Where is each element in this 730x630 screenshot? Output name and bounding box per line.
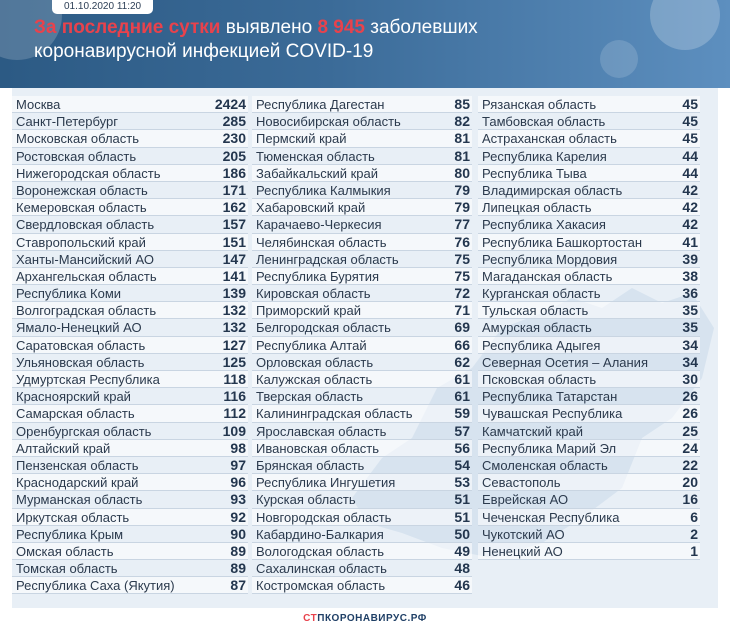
case-count: 87 (230, 577, 246, 594)
region-name: Чукотский АО (482, 526, 565, 542)
table-row (478, 130, 700, 147)
region-name: Челябинская область (256, 234, 387, 250)
case-count: 118 (223, 371, 246, 387)
case-count: 35 (682, 302, 698, 319)
table-row (12, 285, 248, 302)
case-count: 38 (682, 267, 698, 284)
region-name: Калужская область (256, 372, 373, 387)
case-count: 39 (682, 250, 698, 267)
table-row (478, 285, 700, 302)
table-row (478, 251, 700, 268)
case-count: 72 (454, 285, 470, 302)
region-name: Оренбургская область (16, 423, 152, 439)
region-name: Тюменская область (256, 148, 375, 164)
table-row (252, 526, 472, 543)
table-row (252, 560, 472, 577)
table-row (478, 388, 700, 405)
table-row (478, 509, 700, 526)
case-count: 75 (454, 250, 470, 267)
table-row (252, 423, 472, 440)
region-name: Республика Саха (Якутия) (16, 578, 175, 594)
region-name: Курганская область (482, 286, 601, 302)
table-row (478, 474, 700, 491)
table-row (252, 96, 472, 113)
region-name: Камчатский край (482, 423, 583, 439)
region-name: Кировская область (256, 286, 371, 302)
table-row (252, 405, 472, 422)
case-count: 92 (230, 508, 246, 525)
case-count: 97 (230, 456, 246, 473)
table-row (12, 216, 248, 233)
table-row (12, 474, 248, 491)
case-count: 151 (222, 233, 246, 250)
row-divider (12, 593, 248, 594)
case-count: 89 (230, 542, 246, 559)
case-count: 26 (682, 405, 698, 422)
table-row (252, 285, 472, 302)
table-row (12, 199, 248, 216)
case-count: 35 (682, 319, 698, 336)
region-name: Тульская область (482, 303, 589, 319)
region-name: Забайкальский край (256, 165, 379, 181)
region-name: Ярославская область (256, 423, 387, 439)
table-row (478, 354, 700, 371)
region-name: Чеченская Республика (482, 509, 620, 525)
case-count: 42 (682, 216, 698, 233)
table-row (252, 113, 472, 130)
case-count: 16 (682, 491, 698, 508)
region-name: Кемеровская область (16, 200, 147, 216)
table-row (252, 491, 472, 508)
table-row (252, 337, 472, 354)
region-name: Севастополь (482, 475, 561, 491)
case-count: 24 (682, 439, 698, 456)
region-name: Волгоградская область (16, 303, 157, 319)
region-name: Республика Дагестан (256, 97, 385, 112)
table-row (478, 371, 700, 388)
table-row (252, 509, 472, 526)
region-name: Тверская область (256, 389, 364, 405)
case-count: 125 (222, 353, 246, 370)
table-row (478, 234, 700, 251)
table-row (12, 509, 248, 526)
case-count: 75 (454, 267, 470, 284)
virus-icon (650, 0, 720, 50)
case-count: 162 (222, 199, 246, 216)
table-row (12, 113, 248, 130)
table-row (478, 268, 700, 285)
headline-highlight: За последние сутки (34, 17, 221, 38)
case-count: 77 (454, 216, 470, 233)
case-count: 45 (682, 130, 698, 147)
table-row (252, 457, 472, 474)
case-count: 46 (454, 577, 470, 594)
case-count: 61 (454, 371, 470, 387)
region-name: Владимирская область (482, 182, 623, 198)
table-row (12, 130, 248, 147)
region-name: Сахалинская область (256, 561, 387, 577)
region-name: Костромская область (256, 578, 386, 594)
case-count: 96 (230, 474, 246, 491)
case-count: 50 (454, 525, 470, 542)
case-count: 139 (222, 285, 246, 302)
region-name: Чувашская Республика (482, 406, 623, 422)
case-count: 147 (222, 250, 246, 267)
table-row (12, 577, 248, 594)
case-count: 71 (454, 302, 470, 319)
case-count: 66 (454, 336, 470, 353)
case-count: 53 (454, 474, 470, 491)
case-count: 93 (230, 491, 246, 508)
table-row (12, 251, 248, 268)
case-count: 44 (682, 147, 698, 164)
table-row (478, 457, 700, 474)
region-name: Брянская область (256, 457, 365, 473)
region-name: Республика Татарстан (482, 389, 618, 405)
table-row (478, 165, 700, 182)
table-row (252, 234, 472, 251)
region-name: Ульяновская область (16, 354, 145, 370)
region-name: Липецкая область (482, 200, 592, 216)
region-name: Новосибирская область (256, 114, 401, 130)
case-count: 81 (454, 130, 470, 147)
table-row (252, 371, 472, 388)
region-name: Астраханская область (482, 131, 617, 147)
region-name: Ставропольский край (16, 234, 146, 250)
region-name: Ленинградская область (256, 251, 399, 267)
region-name: Республика Башкортостан (482, 234, 642, 250)
region-name: Республика Бурятия (256, 268, 380, 284)
table-row (252, 302, 472, 319)
region-name: Республика Коми (16, 286, 122, 302)
region-name: Пензенская область (16, 457, 139, 473)
region-name: Московская область (16, 131, 140, 147)
table-row (252, 199, 472, 216)
region-name: Республика Калмыкия (256, 182, 391, 198)
case-count: 205 (222, 147, 246, 164)
table-row (252, 474, 472, 491)
region-name: Тамбовская область (482, 114, 606, 130)
case-count: 57 (454, 422, 470, 439)
case-count: 69 (454, 319, 470, 336)
table-row (12, 182, 248, 199)
region-name: Воронежская область (16, 182, 148, 198)
region-name: Ханты-Мансийский АО (16, 251, 154, 267)
case-count: 54 (454, 456, 470, 473)
region-name: Амурская область (482, 320, 592, 336)
case-count: 41 (682, 233, 698, 250)
row-divider (252, 593, 472, 594)
region-name: Псковская область (482, 372, 597, 387)
case-count: 186 (222, 164, 246, 181)
table-row (478, 199, 700, 216)
region-name: Архангельская область (16, 268, 157, 284)
case-count: 230 (222, 130, 246, 147)
table-row (478, 302, 700, 319)
case-count: 82 (454, 113, 470, 130)
table-row (478, 405, 700, 422)
case-count: 76 (454, 233, 470, 250)
region-name: Пермский край (256, 131, 347, 147)
table-row (12, 148, 248, 165)
table-row (12, 354, 248, 371)
region-name: Смоленская область (482, 457, 608, 473)
region-name: Республика Тыва (482, 165, 587, 181)
case-count: 79 (454, 181, 470, 198)
table-row (12, 371, 248, 388)
footer (0, 608, 730, 630)
table-row (252, 354, 472, 371)
case-count: 90 (230, 525, 246, 542)
table-row (252, 440, 472, 457)
headline-count: 8 945 (317, 17, 365, 38)
table-row (252, 182, 472, 199)
table-row (252, 165, 472, 182)
case-count: 49 (454, 542, 470, 559)
region-name: Свердловская область (16, 217, 155, 233)
case-count: 81 (454, 147, 470, 164)
region-name: Санкт-Петербург (16, 114, 118, 130)
table-row (12, 440, 248, 457)
case-count: 22 (682, 456, 698, 473)
case-count: 171 (222, 181, 246, 198)
case-count: 56 (454, 439, 470, 456)
stopcoronavirus-logo: СТПКОРОНАВИРУС.РФ (303, 613, 427, 624)
region-column-3 (478, 96, 700, 560)
case-count: 59 (454, 405, 470, 422)
case-count: 44 (682, 164, 698, 181)
case-count: 6 (690, 508, 698, 525)
case-count: 20 (682, 474, 698, 491)
region-name: Хабаровский край (256, 200, 366, 216)
case-count: 26 (682, 388, 698, 405)
table-row (478, 423, 700, 440)
table-row (478, 148, 700, 165)
headline-text-end: заболевших (364, 17, 478, 38)
case-count: 45 (682, 96, 698, 112)
case-count: 2424 (214, 96, 246, 112)
case-count: 80 (454, 164, 470, 181)
region-name: Ивановская область (256, 440, 379, 456)
region-name: Самарская область (16, 406, 135, 422)
table-row (478, 491, 700, 508)
table-row (12, 491, 248, 508)
headline-text: выявлено (220, 17, 318, 38)
region-name: Республика Ингушетия (256, 475, 396, 491)
region-name: Еврейская АО (482, 492, 569, 508)
table-row (478, 216, 700, 233)
case-count: 34 (682, 336, 698, 353)
table-row (252, 130, 472, 147)
table-row (12, 405, 248, 422)
table-row (478, 440, 700, 457)
case-count: 30 (682, 371, 698, 387)
virus-icon (600, 40, 638, 78)
table-row (478, 113, 700, 130)
region-name: Магаданская область (482, 268, 613, 284)
region-name: Калининградская область (256, 406, 413, 422)
table-row (12, 165, 248, 182)
region-name: Республика Крым (16, 526, 124, 542)
table-row (12, 268, 248, 285)
table-row (12, 388, 248, 405)
region-name: Белгородская область (256, 320, 391, 336)
case-count: 62 (454, 353, 470, 370)
case-count: 2 (690, 525, 698, 542)
table-row (252, 388, 472, 405)
region-name: Ямало-Ненецкий АО (16, 320, 142, 336)
case-count: 42 (682, 181, 698, 198)
region-name: Республика Карелия (482, 148, 607, 164)
table-row (252, 251, 472, 268)
case-count: 85 (454, 96, 470, 112)
table-row (252, 543, 472, 560)
table-row (478, 526, 700, 543)
case-count: 116 (223, 388, 246, 405)
case-count: 45 (682, 113, 698, 130)
table-row (12, 526, 248, 543)
case-count: 109 (222, 422, 246, 439)
region-name: Орловская область (256, 354, 374, 370)
table-row (12, 234, 248, 251)
table-row (12, 319, 248, 336)
table-row (12, 96, 248, 113)
region-name: Кабардино-Балкария (256, 526, 384, 542)
case-count: 36 (682, 285, 698, 302)
headline (34, 16, 478, 64)
case-count: 42 (682, 199, 698, 216)
headline-line2: коронавирусной инфекцией COVID-19 (34, 41, 374, 62)
region-name: Рязанская область (482, 97, 597, 112)
region-name: Красноярский край (16, 389, 131, 405)
region-name: Новгородская область (256, 509, 392, 525)
region-name: Иркутская область (16, 509, 130, 525)
case-count: 61 (454, 388, 470, 405)
region-name: Ненецкий АО (482, 543, 563, 559)
table-row (252, 148, 472, 165)
date-stamp: 01.10.2020 11:20 (52, 0, 153, 14)
region-name: Курская область (256, 492, 356, 508)
region-name: Республика Хакасия (482, 217, 606, 233)
case-count: 51 (454, 491, 470, 508)
table-row (252, 319, 472, 336)
case-count: 112 (223, 405, 246, 422)
case-count: 157 (222, 216, 246, 233)
table-row (252, 216, 472, 233)
case-count: 132 (222, 319, 246, 336)
region-name: Приморский край (256, 303, 361, 319)
case-count: 98 (230, 439, 246, 456)
region-name: Алтайский край (16, 440, 111, 456)
table-row (12, 543, 248, 560)
region-name: Республика Мордовия (482, 251, 618, 267)
region-name: Республика Марий Эл (482, 440, 617, 456)
region-name: Вологодская область (256, 543, 385, 559)
case-count: 34 (682, 353, 698, 370)
region-column-1 (12, 96, 248, 594)
table-row (252, 268, 472, 285)
region-name: Республика Адыгея (482, 337, 601, 353)
header-banner (0, 0, 730, 88)
region-name: Удмуртская Республика (16, 372, 160, 387)
region-name: Краснодарский край (16, 475, 139, 491)
table-row (478, 319, 700, 336)
case-count: 48 (454, 560, 470, 577)
row-divider (478, 559, 700, 560)
region-name: Карачаево-Черкесия (256, 217, 382, 233)
region-name: Саратовская область (16, 337, 146, 353)
region-name: Москва (16, 97, 61, 112)
table-row (478, 182, 700, 199)
table-row (478, 96, 700, 113)
region-name: Ростовская область (16, 148, 137, 164)
table-row (12, 302, 248, 319)
region-name: Мурманская область (16, 492, 143, 508)
table-row (478, 337, 700, 354)
case-count: 285 (222, 113, 246, 130)
case-count: 79 (454, 199, 470, 216)
region-name: Томская область (16, 561, 118, 577)
cases-table (12, 88, 718, 608)
case-count: 25 (682, 422, 698, 439)
table-row (478, 543, 700, 560)
case-count: 1 (690, 542, 698, 559)
region-name: Нижегородская область (16, 165, 161, 181)
table-row (12, 423, 248, 440)
case-count: 141 (222, 267, 246, 284)
region-name: Республика Алтай (256, 337, 367, 353)
table-row (252, 577, 472, 594)
case-count: 51 (454, 508, 470, 525)
region-name: Омская область (16, 543, 114, 559)
case-count: 89 (230, 560, 246, 577)
table-row (12, 337, 248, 354)
region-column-2 (252, 96, 472, 594)
case-count: 132 (222, 302, 246, 319)
case-count: 127 (222, 336, 246, 353)
table-row (12, 560, 248, 577)
region-name: Северная Осетия – Алания (482, 354, 648, 370)
table-row (12, 457, 248, 474)
